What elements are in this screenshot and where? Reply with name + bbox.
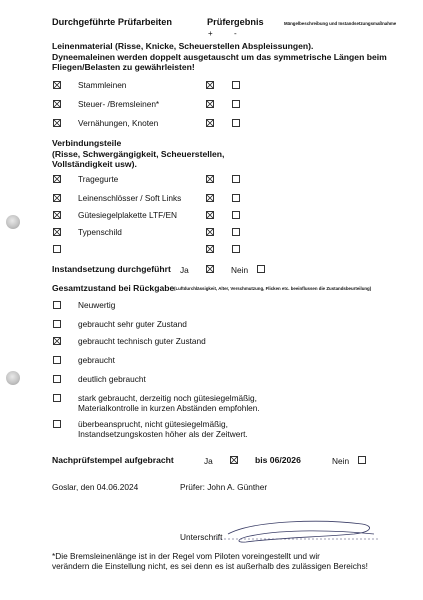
footnote-2: verändern die Einstellung nicht, es sei denn es ist außerhalb des zulässigen Bereichs! [52,561,368,571]
stamp-no-label: Nein [332,456,350,466]
condition-label-sehr-gut: gebraucht sehr guter Zustand [78,319,187,329]
minus-checkbox-steuerleinen[interactable] [232,100,240,108]
plus-checkbox-guetesiegel[interactable] [206,211,214,219]
minus-checkbox-tragegurte[interactable] [232,175,240,183]
checkbox-guetesiegel[interactable] [53,211,61,219]
check-x-icon [53,211,61,219]
stamp-yes-checkbox[interactable] [230,456,238,464]
check-x-icon [206,175,214,183]
minus-checkbox-leinenschloesser[interactable] [232,194,240,202]
condition-title: Gesamtzustand bei Rückgabe [52,283,175,293]
checkbox-tragegurte[interactable] [53,175,61,183]
lines-section-title-3: Fliegen/Belasten zu gewährleisten! [52,62,195,72]
condition-label-stark-2: Materialkontrolle in kurzen Abständen empfohlen. [78,403,260,413]
plus-checkbox-vernaehungen[interactable] [206,119,214,127]
check-x-icon [53,100,61,108]
checkbox-extra-item[interactable] [53,245,61,253]
signature-scribble [214,518,380,546]
label-vernaehungen: Vernähungen, Knoten [78,118,159,128]
lines-section-title-2: Dyneemaleinen werden doppelt ausgetauscht um das symmetrische Längen beim [52,51,387,62]
signature-label: Unterschrift [180,532,223,542]
connection-section-title-1: Verbindungsteile [52,138,122,148]
stamp-until: bis 06/2026 [255,455,301,465]
check-x-icon [206,100,214,108]
check-x-icon [53,119,61,127]
condition-label-stark-1: stark gebraucht, derzeitig noch gütesiegelmäßig, [78,393,257,403]
condition-note: (Luftdurchlässigkeit, Alter, Verschmutzung, Flicken etc. beeinflussen die Zustandsbeurteilung) [174,286,372,291]
punch-hole-top [6,215,20,229]
column-header-notes: Mängelbeschreibung und Instandsetzungsmaßnahme [284,21,397,26]
condition-label-ueberbeansprucht-1: überbeansprucht, nicht gütesiegelmäßig, [78,419,228,429]
condition-checkbox-stark[interactable] [53,394,61,402]
repair-yes-label: Ja [180,265,189,275]
plus-checkbox-steuerleinen[interactable] [206,100,214,108]
minus-checkbox-stammleinen[interactable] [232,81,240,89]
check-x-icon [53,175,61,183]
label-typenschild: Typenschild [78,227,122,237]
place-date: Goslar, den 04.06.2024 [52,482,139,492]
condition-checkbox-neuwertig[interactable] [53,301,61,309]
stamp-no-checkbox[interactable] [358,456,366,464]
connection-section-title-2: (Risse, Schwergängigkeit, Scheuerstellen, [52,148,225,159]
repair-no-label: Nein [231,265,249,275]
checkbox-vernaehungen[interactable] [53,119,61,127]
checkbox-steuerleinen[interactable] [53,100,61,108]
check-x-icon [206,265,214,273]
plus-checkbox-leinenschloesser[interactable] [206,194,214,202]
condition-checkbox-deutlich[interactable] [53,375,61,383]
check-x-icon [53,337,61,345]
checkbox-typenschild[interactable] [53,228,61,236]
check-x-icon [206,211,214,219]
minus-checkbox-vernaehungen[interactable] [232,119,240,127]
minus-header: - [234,29,237,38]
plus-checkbox-tragegurte[interactable] [206,175,214,183]
check-x-icon [206,194,214,202]
check-x-icon [53,81,61,89]
checkbox-stammleinen[interactable] [53,81,61,89]
check-x-icon [206,228,214,236]
inspector: Prüfer: John A. Günther [180,482,268,492]
check-x-icon [206,119,214,127]
column-header-works: Durchgeführte Prüfarbeiten [52,17,172,27]
condition-label-neuwertig: Neuwertig [78,300,116,310]
check-x-icon [206,81,214,89]
footnote-1: *Die Bremsleinenlänge ist in der Regel vom Piloten voreingestellt und wir [52,551,320,561]
punch-hole-bottom [6,371,20,385]
repair-label: Instandsetzung durchgeführt [52,264,171,274]
label-stammleinen: Stammleinen [78,80,127,90]
label-leinenschloesser: Leinenschlösser / Soft Links [78,193,182,203]
label-steuerleinen: Steuer- /Bremsleinen* [78,99,160,109]
condition-checkbox-technisch-gut[interactable] [53,337,61,345]
lines-section-title-1: Leinenmaterial (Risse, Knicke, Scheuerstellen Abspleissungen). [52,41,314,51]
repair-no-checkbox[interactable] [257,265,265,273]
condition-label-technisch-gut: gebraucht technisch guter Zustand [78,336,206,346]
plus-checkbox-extra-item[interactable] [206,245,214,253]
check-x-icon [206,245,214,253]
condition-label-gebraucht: gebraucht [78,355,115,365]
minus-checkbox-guetesiegel[interactable] [232,211,240,219]
stamp-yes-label: Ja [204,456,213,466]
plus-header: + [208,29,213,38]
minus-checkbox-extra-item[interactable] [232,245,240,253]
condition-checkbox-sehr-gut[interactable] [53,320,61,328]
checkbox-leinenschloesser[interactable] [53,194,61,202]
check-x-icon [53,228,61,236]
condition-checkbox-ueberbeansprucht[interactable] [53,420,61,428]
check-x-icon [53,194,61,202]
condition-label-deutlich: deutlich gebraucht [78,374,146,384]
repair-yes-checkbox[interactable] [206,265,214,273]
label-guetesiegel: Gütesiegelplakette LTF/EN [78,210,177,220]
condition-checkbox-gebraucht[interactable] [53,356,61,364]
column-header-result: Prüfergebnis [207,17,264,27]
connection-section-title-3: Vollständigkeit usw). [52,159,137,169]
check-x-icon [230,456,238,464]
minus-checkbox-typenschild[interactable] [232,228,240,236]
condition-label-ueberbeansprucht-2: Instandsetzungskosten höher als der Zeitwert. [78,429,248,439]
plus-checkbox-stammleinen[interactable] [206,81,214,89]
stamp-label: Nachprüfstempel aufgebracht [52,455,174,465]
plus-checkbox-typenschild[interactable] [206,228,214,236]
label-tragegurte: Tragegurte [78,174,119,184]
